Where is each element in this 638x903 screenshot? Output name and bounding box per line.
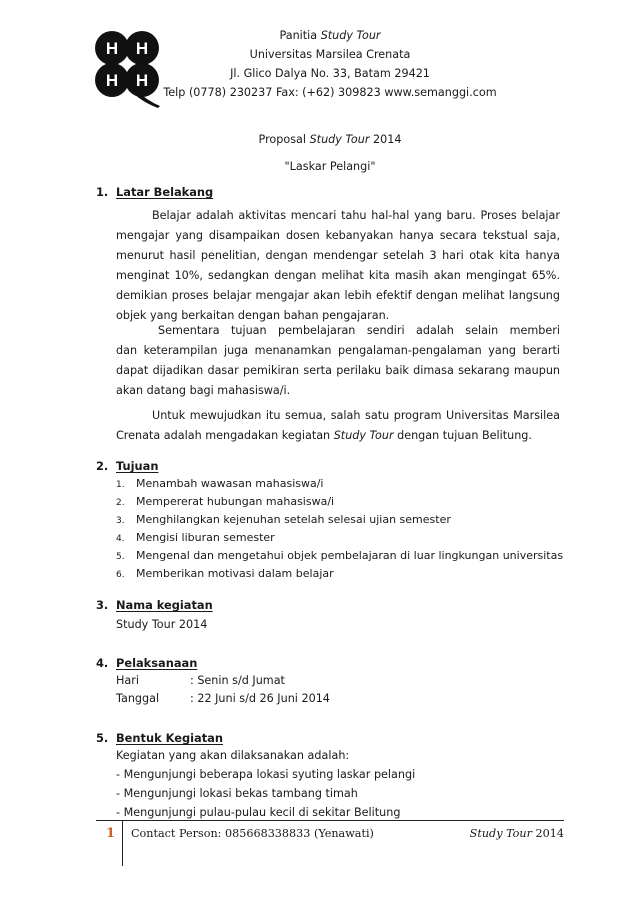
objectives-list — [116, 475, 564, 583]
text-line: mengajar yang disampaikan dosen kebanyakan hanya secara tekstual saja, — [116, 229, 560, 242]
address-line: Jl. Glico Dalya No. 33, Batam 29421 — [230, 67, 430, 80]
text-line: akan datang bagi mahasiswa/i. — [116, 384, 291, 397]
section-heading: 5. Bentuk Kegiatan — [96, 731, 223, 745]
footer-title: Study Tour 2014 — [469, 827, 564, 840]
section-heading: 1. Latar Belakang — [96, 185, 214, 199]
text-line: menurut hasil penelitian, dengan mendengar setelah 3 hari otak kita hanya — [116, 249, 560, 262]
text-line: Belajar adalah aktivitas mencari tahu hal-hal yang baru. Proses belajar — [152, 209, 560, 222]
activity-name: Study Tour 2014 — [116, 618, 208, 631]
university-name: Universitas Marsilea Crenata — [249, 48, 411, 61]
schedule-day: Hari : Senin s/d Jumat — [116, 674, 285, 687]
footer-contact: Contact Person: 085668338833 (Yenawati) — [131, 827, 374, 840]
contact-line: Telp (0778) 230237 Fax: (+62) 309823 www.semanggi.com — [163, 86, 497, 99]
list-item: 1. Menambah wawasan mahasiswa/i — [116, 477, 324, 490]
text-line: Sementara tujuan pembelajaran sendiri adalah selain memberi — [158, 324, 560, 337]
schedule-date: Tanggal : 22 Juni s/d 26 Juni 2014 — [116, 692, 330, 705]
section-heading: 3. Nama kegiatan — [96, 598, 213, 612]
activity-item: - Mengunjungi pulau-pulau kecil di sekitar Belitung — [116, 806, 401, 819]
logo-letter: H — [135, 71, 149, 90]
proposal-title: Proposal Study Tour 2014 — [258, 133, 402, 146]
paragraph-background-1 — [116, 206, 560, 326]
logo-letter: H — [105, 71, 119, 90]
paragraph-background-2 — [116, 321, 560, 401]
activities-intro: Kegiatan yang akan dilaksanakan adalah: — [116, 749, 350, 762]
text-line: objek yang berkaitan dengan bahan pengajaran. — [116, 309, 390, 322]
page-number: 1 — [106, 826, 116, 841]
proposal-theme: "Laskar Pelangi" — [284, 160, 376, 173]
list-item: 5. Mengenal dan mengetahui objek pembelajaran di luar lingkungan universitas — [116, 549, 564, 562]
text-line: Crenata adalah mengadakan kegiatan Study Tour dengan tujuan Belitung. — [116, 429, 532, 442]
section-heading: 2. Tujuan — [96, 459, 159, 473]
list-item: 3. Menghilangkan kejenuhan setelah selesai ujian semester — [116, 513, 451, 526]
section-heading: 4. Pelaksanaan — [96, 656, 198, 670]
logo-letter: H — [105, 39, 119, 58]
footer-vertical-divider — [122, 820, 123, 866]
text-line: dan keterampilan juga menanamkan pengalaman-pengalaman yang berarti — [116, 344, 560, 357]
text-line: Untuk mewujudkan itu semua, salah satu program Universitas Marsilea — [152, 409, 560, 422]
text-line: dapat dijadikan dasar pemikiran serta perilaku baik dimasa sekarang maupun — [116, 364, 560, 377]
footer-divider — [96, 820, 564, 821]
text-line: demikian proses belajar mengajar akan lebih efektif dengan melihat langsung — [116, 289, 560, 302]
activity-item: - Mengunjungi lokasi bekas tambang timah — [116, 787, 358, 800]
list-item: 6. Memberikan motivasi dalam belajar — [116, 567, 334, 580]
committee-line: Panitia Study Tour — [279, 29, 381, 42]
text-line: menginat 10%, sedangkan dengan melihat kita masih akan mengingat 65%. — [116, 269, 560, 282]
paragraph-background-3 — [116, 406, 560, 446]
list-item: 4. Mengisi liburan semester — [116, 531, 275, 544]
list-item: 2. Mempererat hubungan mahasiswa/i — [116, 495, 335, 508]
activity-item: - Mengunjungi beberapa lokasi syuting laskar pelangi — [116, 768, 416, 781]
logo-letter: H — [135, 39, 149, 58]
